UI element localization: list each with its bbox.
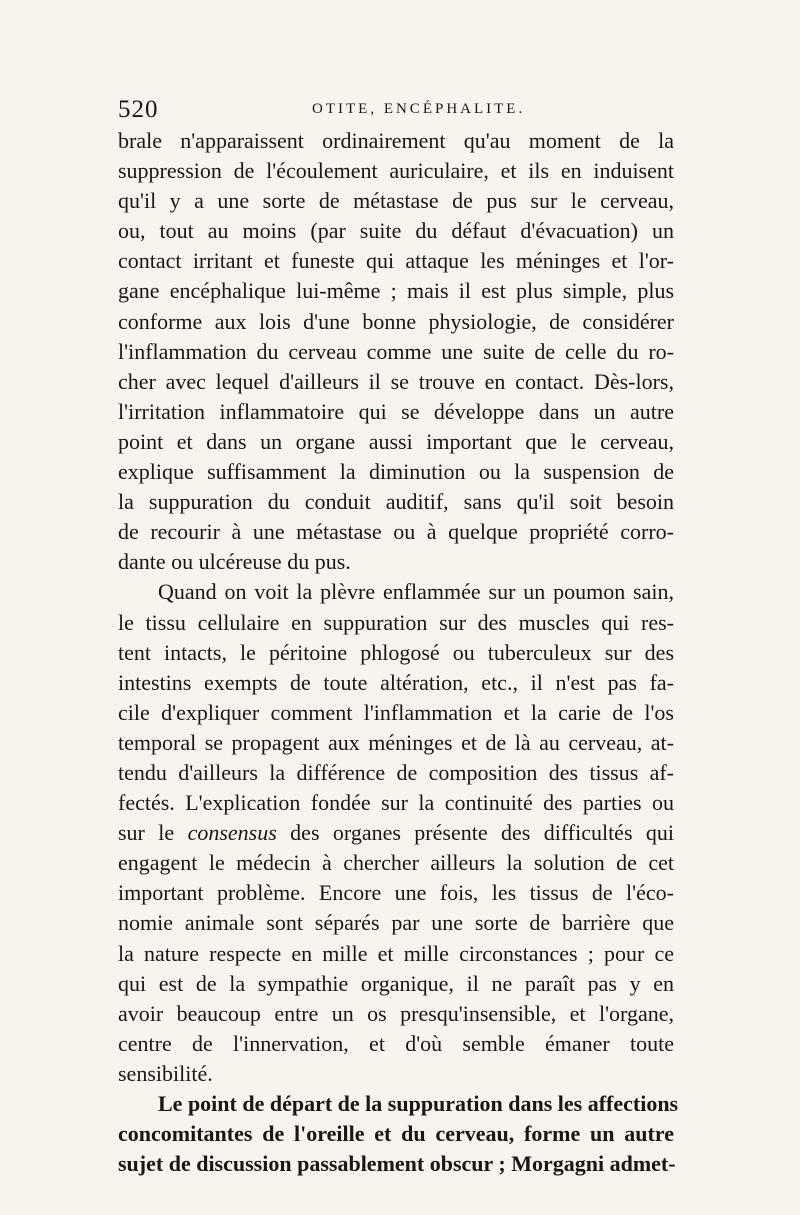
text-line: la nature respecte en mille et mille circonstances ; pour ce — [118, 940, 674, 966]
text-line: ou, tout au moins (par suite du défaut d'évacuation) un — [118, 218, 674, 244]
text-line: centre de l'innervation, et d'où semble émaner toute — [118, 1030, 674, 1056]
text-line: fectés. L'explication fondée sur la continuité des parties ou — [118, 790, 674, 816]
text-line: cher avec lequel d'ailleurs il se trouve en contact. Dès-lors, — [118, 368, 674, 394]
text-line: dante ou ulcéreuse du pus. — [118, 549, 351, 575]
running-title: OTITE, ENCÉPHALITE. — [312, 101, 526, 117]
text-line: contact irritant et funeste qui attaque les méninges et l'or- — [118, 248, 674, 274]
page-number: 520 — [118, 96, 159, 123]
text-line: gane encéphalique lui-même ; mais il est plus simple, plus — [118, 278, 674, 304]
paragraph-start-line: Quand on voit la plèvre enflammée sur un poumon sain, — [158, 579, 674, 605]
text-line: qui est de la sympathie organique, il ne paraît pas y en — [118, 970, 674, 996]
paragraph-start-line: Le point de départ de la suppuration dans les affections — [158, 1091, 679, 1116]
text-line: l'inflammation du cerveau comme une suite de celle du ro- — [118, 338, 674, 364]
text-line: suppression de l'écoulement auriculaire, et ils en induisent — [118, 158, 674, 184]
text-line: avoir beaucoup entre un os presqu'insensible, et l'organe, — [118, 1000, 674, 1026]
text-line: tent intacts, le péritoine phlogosé ou tuberculeux sur des — [118, 639, 674, 665]
text-line-with-italic — [118, 818, 674, 848]
text-line: point et dans un organe aussi important que le cerveau, — [118, 428, 674, 454]
text-line: temporal se propagent aux méninges et de là au cerveau, at- — [118, 729, 674, 755]
italic-term: consensus — [187, 820, 277, 846]
text-line: nomie animale sont séparés par une sorte de barrière que — [118, 910, 674, 936]
text-line: cile d'expliquer comment l'inflammation et la carie de l'os — [118, 699, 674, 725]
text-line: important problème. Encore une fois, les tissus de l'éco- — [118, 880, 674, 906]
text-line: la suppuration du conduit auditif, sans qu'il soit besoin — [118, 489, 674, 515]
text-line: intestins exempts de toute altération, etc., il n'est pas fa- — [118, 669, 674, 695]
running-head — [112, 96, 672, 126]
text-line: tendu d'ailleurs la différence de composition des tissus af- — [118, 759, 674, 785]
text-line: de recourir à une métastase ou à quelque propriété corro- — [118, 519, 674, 545]
text-line: concomitantes de l'oreille et du cerveau, forme un autre — [118, 1121, 674, 1147]
text-line: conforme aux lois d'une bonne physiologie, de considérer — [118, 308, 674, 334]
text-segment: des organes présente des difficultés qui — [276, 820, 675, 846]
text-line: brale n'apparaissent ordinairement qu'au moment de la — [118, 128, 674, 153]
text-line: le tissu cellulaire en suppuration sur des muscles qui res- — [118, 609, 674, 635]
text-segment: sur le — [118, 820, 188, 846]
text-line: l'irritation inflammatoire qui se développe dans un autre — [118, 398, 674, 424]
text-line: explique suffisamment la diminution ou la suspension de — [118, 459, 674, 485]
text-line: qu'il y a une sorte de métastase de pus sur le cerveau, — [118, 188, 674, 214]
text-line: sujet de discussion passablement obscur ; Morgagni admet- — [118, 1151, 676, 1177]
body-text — [118, 126, 679, 1179]
text-line: sensibilité. — [118, 1060, 213, 1086]
text-line: engagent le médecin à chercher ailleurs la solution de cet — [118, 850, 674, 876]
